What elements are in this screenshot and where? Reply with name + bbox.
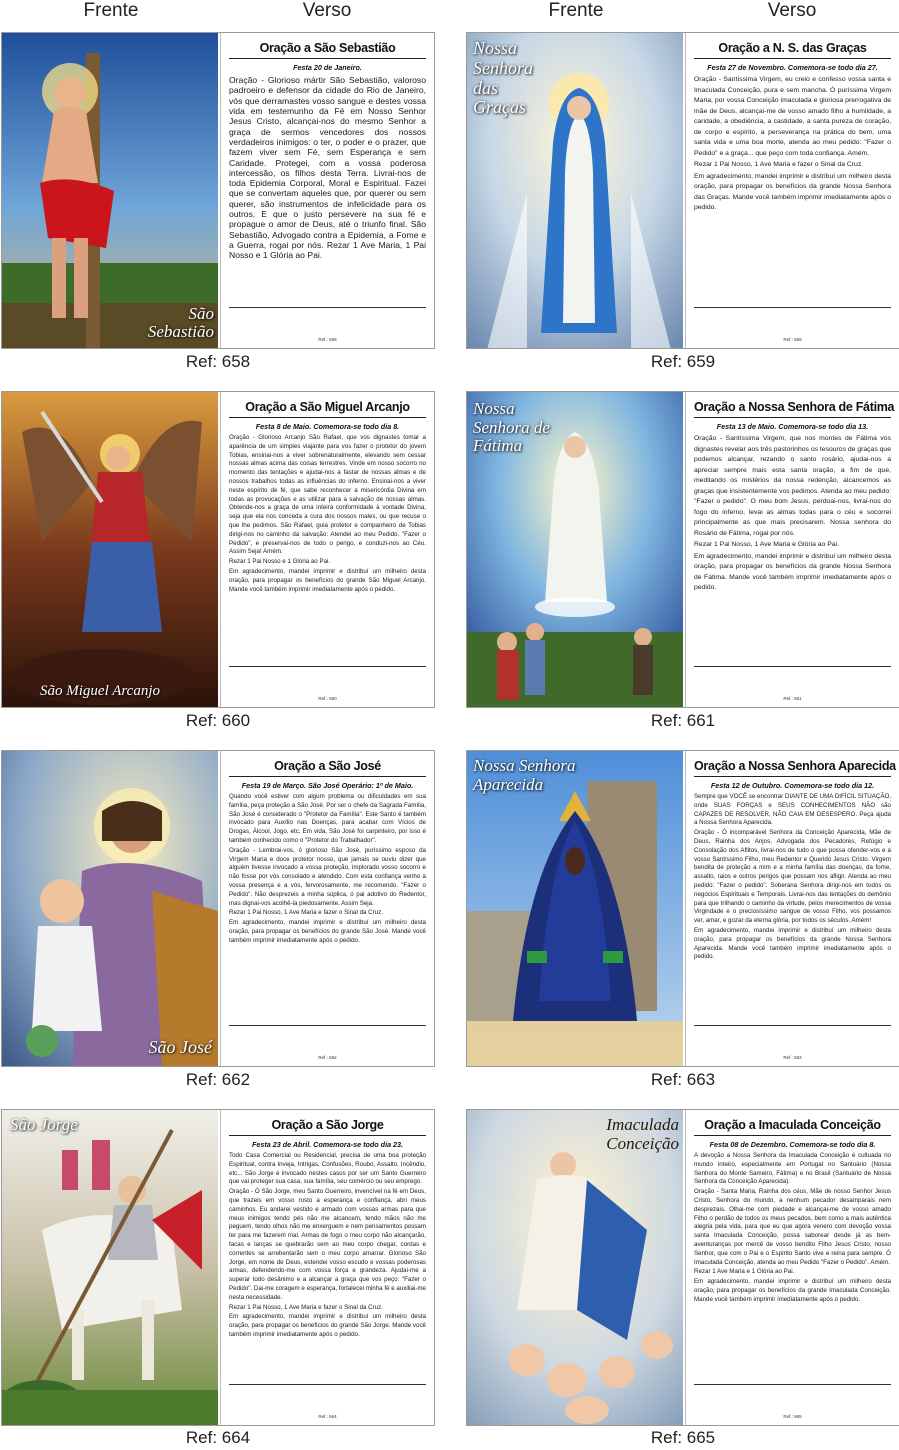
card-back	[685, 1110, 899, 1425]
prayer-body	[229, 434, 426, 594]
saint-george-illustration	[2, 1110, 218, 1425]
prayer-title: Oração a São Miguel Arcanjo	[229, 400, 426, 418]
prayer-paragraph: Em agradecimento, mandei imprimir e distribuí um milheiro desta oração, para propagar os benefícios do grande São José. Mande você também imprimir imediatamente após o pedido.	[229, 919, 426, 944]
card-front-image	[2, 751, 218, 1066]
prayer-title: Oração a Nossa Senhora de Fátima	[694, 400, 891, 418]
prayer-card-663	[466, 750, 899, 1067]
ref-label-658: Ref: 658	[185, 352, 251, 371]
prayer-paragraph: Rezar 1 Pai Nosso, 1 Ave Maria e fazer o Sinal da Cruz.	[229, 909, 383, 917]
prayer-paragraph: A devoção a Nossa Senhora da Imaculada Conceição é cultuada no mundo inteiro, especialmente em Portugal no Santuário (Nossa Senhora do Monte Sameiro, Fátima) e no Brasil (Santuário de Nossa Senhora da Conceição Aparecida).	[694, 1152, 891, 1186]
divider	[694, 666, 891, 667]
prayer-title: Oração a São Sebastião	[229, 41, 426, 59]
card-front-image	[467, 1110, 683, 1425]
card-front-image	[467, 751, 683, 1066]
small-ref-code: Ref.: 661	[783, 696, 802, 701]
prayer-card-660	[1, 391, 435, 708]
card-back	[685, 751, 899, 1066]
right-back-header: Verso	[767, 0, 817, 21]
card-back	[220, 392, 434, 707]
saint-name-label: São José	[148, 1037, 212, 1058]
prayer-paragraph: Oração - Glorioso mártir São Sebastião, valoroso padroeiro e defensor da cidade do Rio de Janeiro, vós que derramastes vosso sangue e destes vossa vida em testemunho da Fé em Nosso Senhor Jesus Cristo, alcançai-nos do mesmo Senhor a graça de sermos vencedores dos nossos verdadeiros inimigos: o ter, o poder e o prazer, que fazem viver sem Fé, sem Esperança e sem Caridade. Protegei, com a vossa poderosa intercessão, os filhos desta Terra. Livrai-nos de toda Epidemia Corporal, Moral e Espiritual. Fazei que se convertam aqueles que, por querer ou sem querer, são instrumentos de infelicidade para os outros. E que o justo persevere na sua fé e propague o amor de Deus, até o triunfo final. São Sebastião, Advogado contra a Epidemia, a Fome e a Guerra, rogai por nós. Rezar 1 Ave Maria, 1 Pai Nosso e 1 Glória ao Pai.	[229, 75, 426, 261]
small-ref-code: Ref.: 658	[318, 337, 337, 342]
card-back	[685, 392, 899, 707]
divider	[694, 307, 891, 308]
prayer-paragraph: Em agradecimento, mandei imprimir e distribuí um milheiro desta oração, para propagar os benefícios do grande São Miguel Arcanjo. Mande você também imprimir imediatamente após o pedido.	[229, 567, 426, 593]
prayer-paragraph: Em agradecimento, mandei imprimir e distribuí um milheiro desta oração, para propagar os benefícios da grande Nossa Senhora de Fátima. Mande você também imprimir imediatamente após o pedido.	[694, 552, 891, 592]
ref-label-662: Ref: 662	[185, 1070, 251, 1089]
card-back	[220, 751, 434, 1066]
prayer-title: Oração a São Jorge	[229, 1118, 426, 1136]
feast-date: Festa 13 de Maio. Comemora-se todo dia 13.	[716, 422, 869, 431]
ref-label-664: Ref: 664	[185, 1428, 251, 1447]
right-front-header: Frente	[548, 0, 604, 21]
prayer-paragraph: Todo Casa Comercial ou Residencial, precisa de uma boa proteção Espiritual, contra Inveja, Intrigas, Confusões, Roubo, Assalto, Incêndio, etc... São Jorge é invocado nestes casos por ser um Santo Guerreiro que vai proteger sua casa, sua família, seu comércio ou seu emprego.	[229, 1152, 426, 1186]
saint-name-label: São Miguel Arcanjo	[40, 682, 160, 699]
small-ref-code: Ref.: 665	[783, 1414, 802, 1419]
divider	[229, 1025, 426, 1026]
prayer-body	[229, 75, 426, 261]
prayer-body	[694, 75, 891, 214]
card-front-image	[2, 392, 218, 707]
prayer-paragraph: Quando você estiver com algum problema ou dificuldades em sua família, peça proteção a São José. Por ser o chefe da Sagrada Família, São José é considerado o "Protetor da Família". Este Santo é também invocado para Auxílio nas Doenças, para acabar com Vícios de Drogas, Álcool, Jogo, etc. Em vida, São José foi carpinteiro, por isso é também conhecido como o "Protetor do Trabalhador".	[229, 793, 426, 844]
saint-sebastian-illustration	[2, 33, 218, 348]
feast-date: Festa 8 de Maio. Comemora-se todo dia 8.	[255, 422, 400, 431]
prayer-card-661	[466, 391, 899, 708]
saint-name-label: Nossa Senhora de Fátima	[473, 399, 550, 456]
divider	[694, 1025, 891, 1026]
ref-label-665: Ref: 665	[650, 1428, 716, 1447]
card-back	[685, 33, 899, 348]
prayer-body	[694, 434, 891, 594]
prayer-body	[229, 1152, 426, 1340]
prayer-paragraph: Oração - Santíssima Virgem, que nos montes de Fátima vos dignastes revelar aos três pastorinhos os tesouros de graças que podemos alcançar, rezando o santo rosário, ajudai-nos a apreciar sempre mais esta santa oração, a fim de que, meditando os mistérios da nossa redenção, alcancemos as graças que insistentemente vos pedimos. Atenda ao meu pedido: "Fazer o pedido". O meu bom Jesus, perdoai-nos, livrai-nos do fogo do inferno, levai as almas todas para o céu e socorrei principalmente as que mais precisarem. Nossa senhora do Rosário de Fátima, rogai por nós.	[694, 435, 891, 537]
prayer-paragraph: Em agradecimento, mandei imprimir e distribuí um milheiro desta oração, para propagar os benefícios do grande São Jorge. Mande você também imprimir imediatamente após o pedido.	[229, 1313, 426, 1338]
ref-label-659: Ref: 659	[650, 352, 716, 371]
prayer-paragraph: Rezar 1 Pai Nosso e 1 Glória ao Pai.	[229, 558, 331, 566]
feast-date: Festa 19 de Março. São José Operário: 1º de Maio.	[241, 781, 414, 790]
small-ref-code: Ref.: 664	[318, 1414, 337, 1419]
prayer-card-659	[466, 32, 899, 349]
feast-date: Festa 23 de Abril. Comemora-se todo dia 23.	[251, 1140, 404, 1149]
small-ref-code: Ref.: 659	[783, 337, 802, 342]
saint-name-label: São Sebastião	[147, 303, 214, 342]
card-front-image	[467, 33, 683, 348]
prayer-paragraph: Rezar 1 Ave Maria e 1 Glória ao Pai.	[694, 1268, 795, 1276]
prayer-card-662	[1, 750, 435, 1067]
card-back	[220, 1110, 434, 1425]
small-ref-code: Ref.: 660	[318, 696, 337, 701]
prayer-paragraph: Sempre que VOCÊ se encontrar DIANTE DE UMA DIFÍCIL SITUAÇÃO, onde SUAS FORÇAS e SEUS CONHECIMENTOS NÃO são CAPAZES DE RESOLVER, NÃO CAIA EM DESESPERO. Peça ajuda a Nossa Senhora Aparecida.	[694, 793, 891, 827]
prayer-paragraph: Rezar 1 Pai Nosso, 1 Ave Maria e fazer o Sinal da Cruz.	[694, 161, 864, 169]
prayer-paragraph: Em agradecimento, mandei imprimir e distribuí um milheiro desta oração, para propagar os benefícios da grande Nossa Senhora das Graças. Mande você também imprimir imediatamente após o pedido.	[694, 172, 891, 212]
feast-date: Festa 08 de Dezembro. Comemora-se todo dia 8.	[709, 1140, 876, 1149]
immaculate-conception-illustration	[467, 1110, 683, 1425]
ref-label-661: Ref: 661	[650, 711, 716, 730]
left-back-header: Verso	[302, 0, 352, 21]
feast-date: Festa 20 de Janeiro.	[293, 63, 362, 72]
saint-name-label: Nossa Senhora Aparecida	[473, 756, 576, 794]
card-front-image	[2, 1110, 218, 1425]
prayer-body	[229, 793, 426, 946]
prayer-paragraph: Oração - Ó São Jorge, meu Santo Guerreiro, invencível na fé em Deus, que trazeis em vosso rosto a esperança e confiança, abri meus caminhos. Eu andarei vestido e armado com vossas armas para que meus inimigos tendo pés não me alcancem, tendo mãos não me peguem, tendo olhos não me enxerguem e nem pensamentos possam ter para me fazerem mal. Armas de fogo o meu corpo não alcançarão, facas e lanças se quebrarão sem ao meu corpo chegar, cordas e correntes se arrebentarão sem o meu corpo amarrar. Glorioso São Jorge, em nome de Deus, estendei vosso escudo e vossas poderosas armas, defendendo-me com vossa força e grandeza. Ajudai-me a superar todo desânimo e a alcançar a graça que vos peço: "Fazer o Pedido". Dai-me coragem e esperança, fortalecei minha fé e auxiliai-me nesta necessidade.	[229, 1188, 426, 1301]
prayer-card-664	[1, 1109, 435, 1426]
prayer-paragraph: Em agradecimento, mandei imprimir e distribuí um milheiro desta oração, para propagar os benefícios da grande Nossa Senhora Aparecida. Mande você também imprimir imediatamente após o pedido.	[694, 926, 891, 961]
prayer-body	[694, 793, 891, 962]
our-lady-aparecida-illustration	[467, 751, 683, 1066]
prayer-title: Oração a N. S. das Graças	[694, 41, 891, 59]
saint-michael-illustration	[2, 392, 218, 707]
divider	[229, 666, 426, 667]
small-ref-code: Ref.: 663	[783, 1055, 802, 1060]
saint-joseph-illustration	[2, 751, 218, 1066]
saint-name-label: Nossa Senhora das Graças	[473, 38, 533, 118]
feast-date: Festa 12 de Outubro. Comemora-se todo dia 12.	[710, 781, 875, 790]
left-front-header: Frente	[83, 0, 139, 21]
ref-label-660: Ref: 660	[185, 711, 251, 730]
prayer-body	[694, 1152, 891, 1305]
prayer-card-658	[1, 32, 435, 349]
saint-name-label: Imaculada Conceição	[606, 1115, 679, 1153]
feast-date: Festa 27 de Novembro. Comemora-se todo dia 27.	[707, 63, 878, 72]
prayer-paragraph: Rezar 1 Pai Nosso, 1 Ave Maria e fazer o Sinal da Cruz.	[229, 1303, 383, 1311]
divider	[229, 1384, 426, 1385]
prayer-title: Oração a São José	[229, 759, 426, 777]
ref-label-663: Ref: 663	[650, 1070, 716, 1089]
prayer-paragraph: Oração - Ó incomparável Senhora da Conceição Aparecida, Mãe de Deus, Rainha dos Anjos, Advogada dos Pecadores, Refúgio e Consolação dos Aflitos, livrai-nos de tudo o que possa ofender-vos e a vosso Santíssimo Filho, meu Redentor e Querido Jesus Cristo. Virgem bendita de proteção a mim e a minha família das doenças, da fome, assalto, raios e outros perigos que possam nos afligir. Atenda ao meu pedido: "Fazer o pedido". Soberana Senhora dirigi-nos em todos os negócios Espirituais e Temporais. Livrai-nos das tentações do demônio para que trilhando o caminho da virtude, pelos merecimentos de vossa Virgindade e o preciosíssimo sangue de vosso Filho, vos possamos ver, amar, e gozar da eterna glória, por todos os séculos. Amém!	[694, 829, 891, 925]
card-front-image	[2, 33, 218, 348]
prayer-paragraph: Oração - Santíssima Virgem, eu creio e confesso vossa santa e Imaculada Conceição, pura e sem mancha. Ó puríssima Virgem Maria, por vossa Conceição imaculada e gloriosa prerrogativa de mãe de Deus, alcançai-me de vosso amado filho a humildade, a caridade, a obediência, a castidade, a santa pureza de coração, de corpo e espírito, a perseverança na prática do bem, uma santa vida e uma boa morte, atenda ao meu pedido: "Fazer o Pedido" e a graça... que peço com toda confiança. Amém.	[694, 76, 891, 157]
divider	[694, 1384, 891, 1385]
prayer-paragraph: Em agradecimento, mandei imprimir e distribuí um milheiro desta oração, para propagar os benefícios da grande Imaculada Conceição. Mande você também imprimir imediatamente após o pedido.	[694, 1278, 891, 1303]
prayer-title: Oração a Imaculada Conceição	[694, 1118, 891, 1136]
card-back	[220, 33, 434, 348]
prayer-paragraph: Oração - Santa Maria, Rainha dos céus, Mãe de nosso Senhor Jesus Cristo, Senhora do mundo, a nenhum pecador desamparais nem desprezais. Olhai-me com piedade e alcançai-me de vosso amado Filho o perdão de todos os meus pecados, bem como a mais autêntica alegria pela vida, para que eu que agora venero com devoção vossa santa Imaculada Conceição, possa saborear desde já as bem-aventuranças por mercê de vosso bendito Filho Jesus Cristo, nosso Senhor, que com o Pai e o Espírito Santo vive e reina para sempre. Ó Imaculada Conceição, atenda ao meu Pedido "Fazer o Pedido". Amém.	[694, 1188, 891, 1266]
prayer-paragraph: Oração - Lembrai-vos, ó glorioso São José, puríssimo esposo da Virgem Maria e doce protetor nosso, que jamais se ouviu dizer que alguém tivesse invocado a vossa proteção, implorado vosso socorro e não fosse por vós consolado e atendido. Com esta confiança venho à vossa presença e a vós, fervorosamente, me recomendo. "Fazer o Pedido". Não desprezeis a minha súplica, ó pai adotivo do Redentor, mas dignai-vos acolhê-la piedosamente. Assim Seja.	[229, 846, 426, 907]
prayer-title: Oração a Nossa Senhora Aparecida	[694, 759, 891, 777]
small-ref-code: Ref.: 662	[318, 1055, 337, 1060]
prayer-paragraph: Oração - Glorioso Arcanjo São Rafael, que vos dignastes tomar a aparência de um simples viajante para vos fazer o protetor do jovem Tobias, ensinai-nos a viver sobrenaturalmente, elevando sem cessar nossas almas acima das coisas terrestres. Vinde em nosso socorro no momento das tentações e ajudai-nos a fastar de nossas almas e de nossos trabalhos todas as influências do inferno. Ensinai-nos a viver neste espírito de fé, que sabe reconhecer a misericórdia Divina em todas as provocações e as utilizar para a salvação de nossas almas. Obtende-nos a graça de uma inteira conformidade à vontade Divina, seja que ela nos conceda a cura dos nossos males, ou que recuse o que lhe pedimos. São Rafael, guia protetor e companheiro de Tobias dirigi-nos no caminho da salvação: Atendei ao meu Pedido. "Fazer o Pedido", e preservai-nos de todo o perigo, e conduzi-nos ao Céu. Assim Seja! Amém.	[229, 434, 426, 556]
saint-name-label: São Jorge	[10, 1115, 78, 1134]
prayer-card-665	[466, 1109, 899, 1426]
divider	[229, 307, 426, 308]
card-front-image	[467, 392, 683, 707]
prayer-paragraph: Rezar 1 Pai Nosso, 1 Ave Maria e Glória ao Pai.	[694, 541, 839, 549]
